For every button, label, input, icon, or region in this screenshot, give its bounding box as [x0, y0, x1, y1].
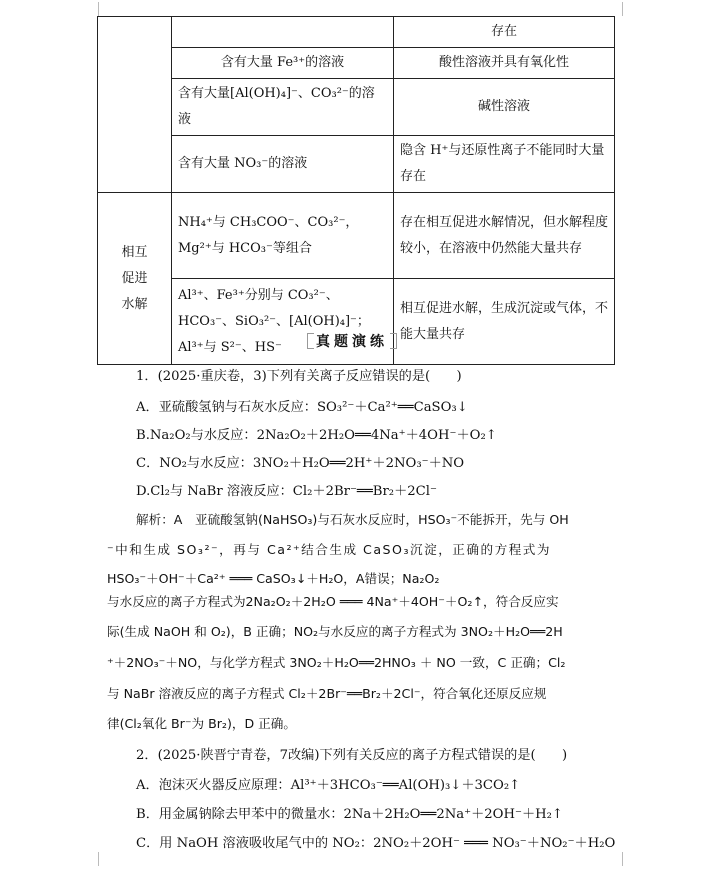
table-cell: 含有大量 Fe³⁺的溶液: [172, 48, 394, 79]
question-stem: 1．(2025·重庆卷，3)下列有关离子反应错误的是( ): [136, 369, 462, 384]
section-title: 真题演练: [311, 331, 393, 349]
table-row: [98, 17, 615, 48]
crop-mark: [622, 2, 637, 16]
crop-mark: [84, 2, 99, 16]
table-cell: 存在相互促进水解情况，但水解程度较小，在溶液中仍然能大量共存: [394, 193, 615, 279]
option-a: A．亚硫酸氢钠与石灰水反应：SO₃²⁻＋Ca²⁺══CaSO₃↓: [136, 400, 468, 415]
option-a: A．泡沫灭火器反应原理：Al³⁺＋3HCO₃⁻══Al(OH)₃↓＋3CO₂↑: [136, 778, 521, 793]
analysis-line: 与 NaBr 溶液反应的离子方程式 Cl₂＋2Br⁻══Br₂＋2Cl⁻，符合氧化还原反应规: [107, 686, 547, 701]
table-cell: 含有大量 NO₃⁻的溶液: [172, 136, 394, 193]
table-cell: 酸性溶液并具有氧化性: [394, 48, 615, 79]
analysis-line: HSO₃⁻＋OH⁻＋Ca²⁺ ═══ CaSO₃↓＋H₂O，A错误；Na₂O₂: [107, 571, 440, 586]
analysis-line: 律(Cl₂氧化 Br⁻为 Br₂)，D 正确。: [107, 716, 296, 731]
analysis-line: 与水反应的离子方程式为2Na₂O₂＋2H₂O ═══ 4Na⁺＋4OH⁻＋O₂↑，符合反应实: [107, 594, 559, 609]
analysis-line: ⁻中和生成 SO₃²⁻，再与 Ca²⁺结合生成 CaSO₃沉淀，正确的方程式为: [107, 542, 551, 557]
category-label: 相互促进水解: [121, 244, 148, 312]
category-cell: [98, 193, 172, 365]
option-b: B.Na₂O₂与水反应：2Na₂O₂＋2H₂O══4Na⁺＋4OH⁻＋O₂↑: [136, 428, 497, 443]
table-row: [98, 48, 615, 79]
table-cell: 碱性溶液: [394, 79, 615, 136]
analysis-line: 解析：A 亚硫酸氢钠(NaHSO₃)与石灰水反应时，HSO₃⁻不能拆开，先与 OH: [136, 512, 569, 527]
table-row: [98, 136, 615, 193]
table-row: [98, 279, 615, 365]
table-cell: [98, 17, 172, 193]
option-c: C．NO₂与水反应：3NO₂＋H₂O══2H⁺＋2NO₃⁻＋NO: [136, 456, 465, 471]
analysis-line: ⁺＋2NO₃⁻＋NO，与化学方程式 3NO₂＋H₂O══2HNO₃ ＋ NO 一致，C 正确；Cl₂: [107, 655, 566, 670]
table-row: [98, 193, 615, 279]
table-cell: 含有大量[Al(OH)₄]⁻、CO₃²⁻的溶液: [172, 79, 394, 136]
table-cell: NH₄⁺与 CH₃COO⁻、CO₃²⁻，Mg²⁺与 HCO₃⁻等组合: [172, 193, 394, 279]
table-row: [98, 79, 615, 136]
crop-mark: [622, 852, 637, 866]
ion-coexistence-table: [97, 16, 615, 365]
option-d: D.Cl₂与 NaBr 溶液反应：Cl₂＋2Br⁻══Br₂＋2Cl⁻: [136, 484, 437, 499]
table-cell: [172, 17, 394, 48]
table-cell: 相互促进水解，生成沉淀或气体，不能大量共存: [394, 279, 615, 365]
crop-mark: [84, 852, 99, 866]
table-cell: 隐含 H⁺与还原性离子不能同时大量存在: [394, 136, 615, 193]
option-c: C．用 NaOH 溶液吸收尾气中的 NO₂：2NO₂＋2OH⁻ ═══ NO₃⁻＋NO₂⁻＋H₂O: [136, 836, 616, 851]
table-cell: Al³⁺、Fe³⁺分别与 CO₃²⁻、HCO₃⁻、SiO₃²⁻、[Al(OH)₄]⁻；Al³⁺与 S²⁻、HS⁻: [172, 279, 394, 365]
table-cell: 存在: [394, 17, 615, 48]
question-stem: 2．(2025·陕晋宁青卷，7改编)下列有关反应的离子方程式错误的是( ): [136, 748, 568, 763]
option-b: B．用金属钠除去甲苯中的微量水：2Na＋2H₂O══2Na⁺＋2OH⁻＋H₂↑: [136, 807, 563, 822]
analysis-line: 际(生成 NaOH 和 O₂)，B 正确；NO₂与水反应的离子方程式为 3NO₂＋H₂O══2H: [107, 624, 563, 639]
